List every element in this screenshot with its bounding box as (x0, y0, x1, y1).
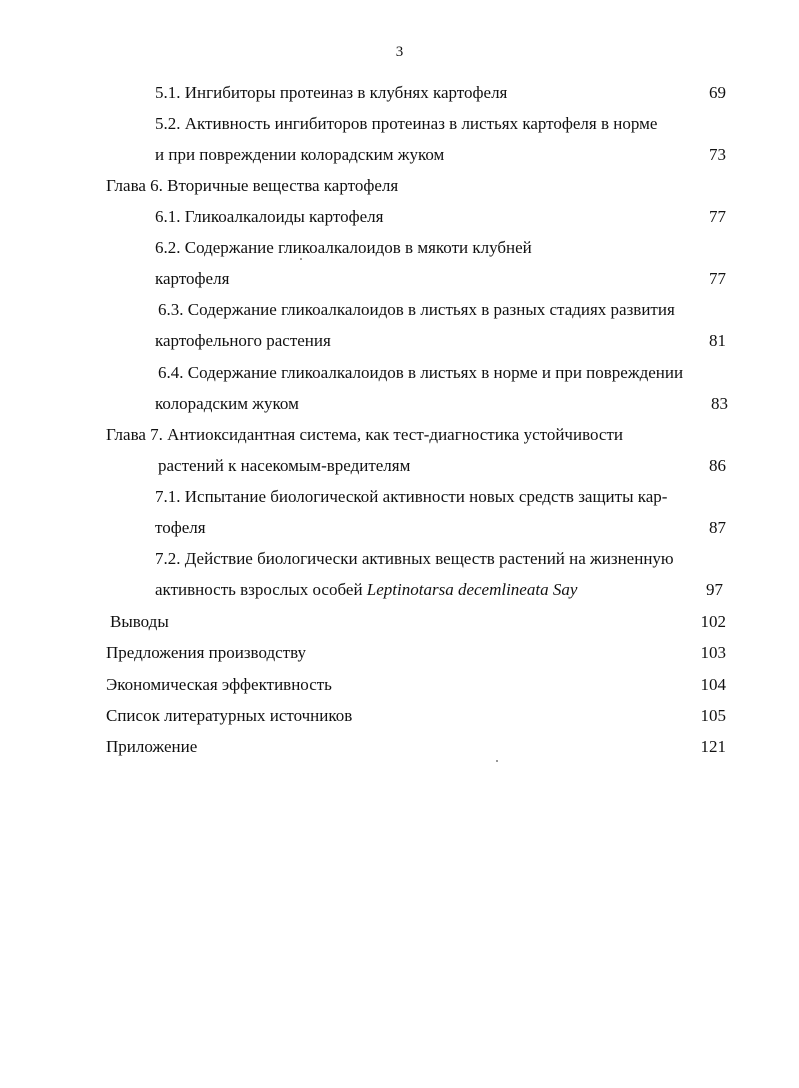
toc-chapter-7-page: 86 (709, 456, 726, 475)
toc-economics-title: Экономическая эффективность (106, 675, 332, 694)
toc-chapter-6-title: Глава 6. Вторичные вещества картофеля (106, 176, 399, 195)
toc-entry-6-3-title-line1: 6.3. Содержание гликоалкалоидов в листьях в разных стадиях развития (158, 300, 675, 319)
toc-proposals-title: Предложения производству (106, 643, 307, 662)
toc-entry-7-1-title-line1: 7.1. Испытание биологической активности новых средств защиты кар- (155, 487, 668, 506)
toc-chapter-7-title-line2: растений к насекомым-вредителям (158, 456, 411, 475)
toc-proposals-page: 103 (700, 643, 726, 662)
page-number: 3 (395, 44, 404, 60)
toc-entry-6-2-title-line1: 6.2. Содержание гликоалкалоидов в мякоти клубней (155, 238, 532, 257)
toc-entry-6-4-title-line2: колорадским жуком (155, 394, 299, 413)
toc-entry-7-2-title-species: Leptinotarsa decemlineata Say (366, 580, 578, 599)
toc-entry-5-1-title: 5.1. Ингибиторы протеиназ в клубнях картофеля (155, 83, 508, 102)
toc-entry-6-2-page: 77 (709, 269, 726, 288)
toc-entry-7-2-title-line2-prefix: активность взрослых особей (155, 580, 367, 599)
toc-conclusions-page: 102 (700, 612, 726, 631)
toc-chapter-7-title-line1: Глава 7. Антиоксидантная система, как тест-диагностика устойчивости (106, 425, 623, 444)
toc-entry-5-2-page: 73 (709, 145, 726, 164)
toc-entry-6-2-title-line2: картофеля (155, 269, 230, 288)
toc-references-title: Список литературных источников (106, 706, 353, 725)
scan-speck (300, 258, 302, 260)
toc-references-page: 105 (700, 706, 726, 725)
toc-entry-5-2-title-line2: и при повреждении колорадским жуком (155, 145, 445, 164)
scan-speck (496, 760, 498, 762)
toc-entry-6-4-page: 83 (711, 394, 728, 413)
toc-entry-6-3-page: 81 (709, 331, 726, 350)
toc-entry-5-2-title-line1: 5.2. Активность ингибиторов протеиназ в листьях картофеля в норме (155, 114, 658, 133)
toc-appendix-page: 121 (700, 737, 726, 756)
toc-entry-7-2-page: 97 (706, 580, 723, 599)
toc-economics-page: 104 (700, 675, 726, 694)
toc-entry-7-1-page: 87 (709, 518, 726, 537)
toc-entry-6-3-title-line2: картофельного растения (155, 331, 331, 350)
toc-entry-6-1-title: 6.1. Гликоалкалоиды картофеля (155, 207, 384, 226)
toc-entry-6-4-title-line1: 6.4. Содержание гликоалкалоидов в листьях в норме и при повреждении (158, 363, 684, 382)
toc-entry-5-1-page: 69 (709, 83, 726, 102)
toc-conclusions-title: Выводы (110, 612, 169, 631)
toc-entry-7-2-title-line1: 7.2. Действие биологически активных веществ растений на жизненную (155, 549, 674, 568)
toc-entry-6-1-page: 77 (709, 207, 726, 226)
toc-entry-7-2-title-line2 (155, 580, 577, 600)
toc-entry-7-1-title-line2: тофеля (155, 518, 206, 537)
toc-appendix-title: Приложение (106, 737, 198, 756)
